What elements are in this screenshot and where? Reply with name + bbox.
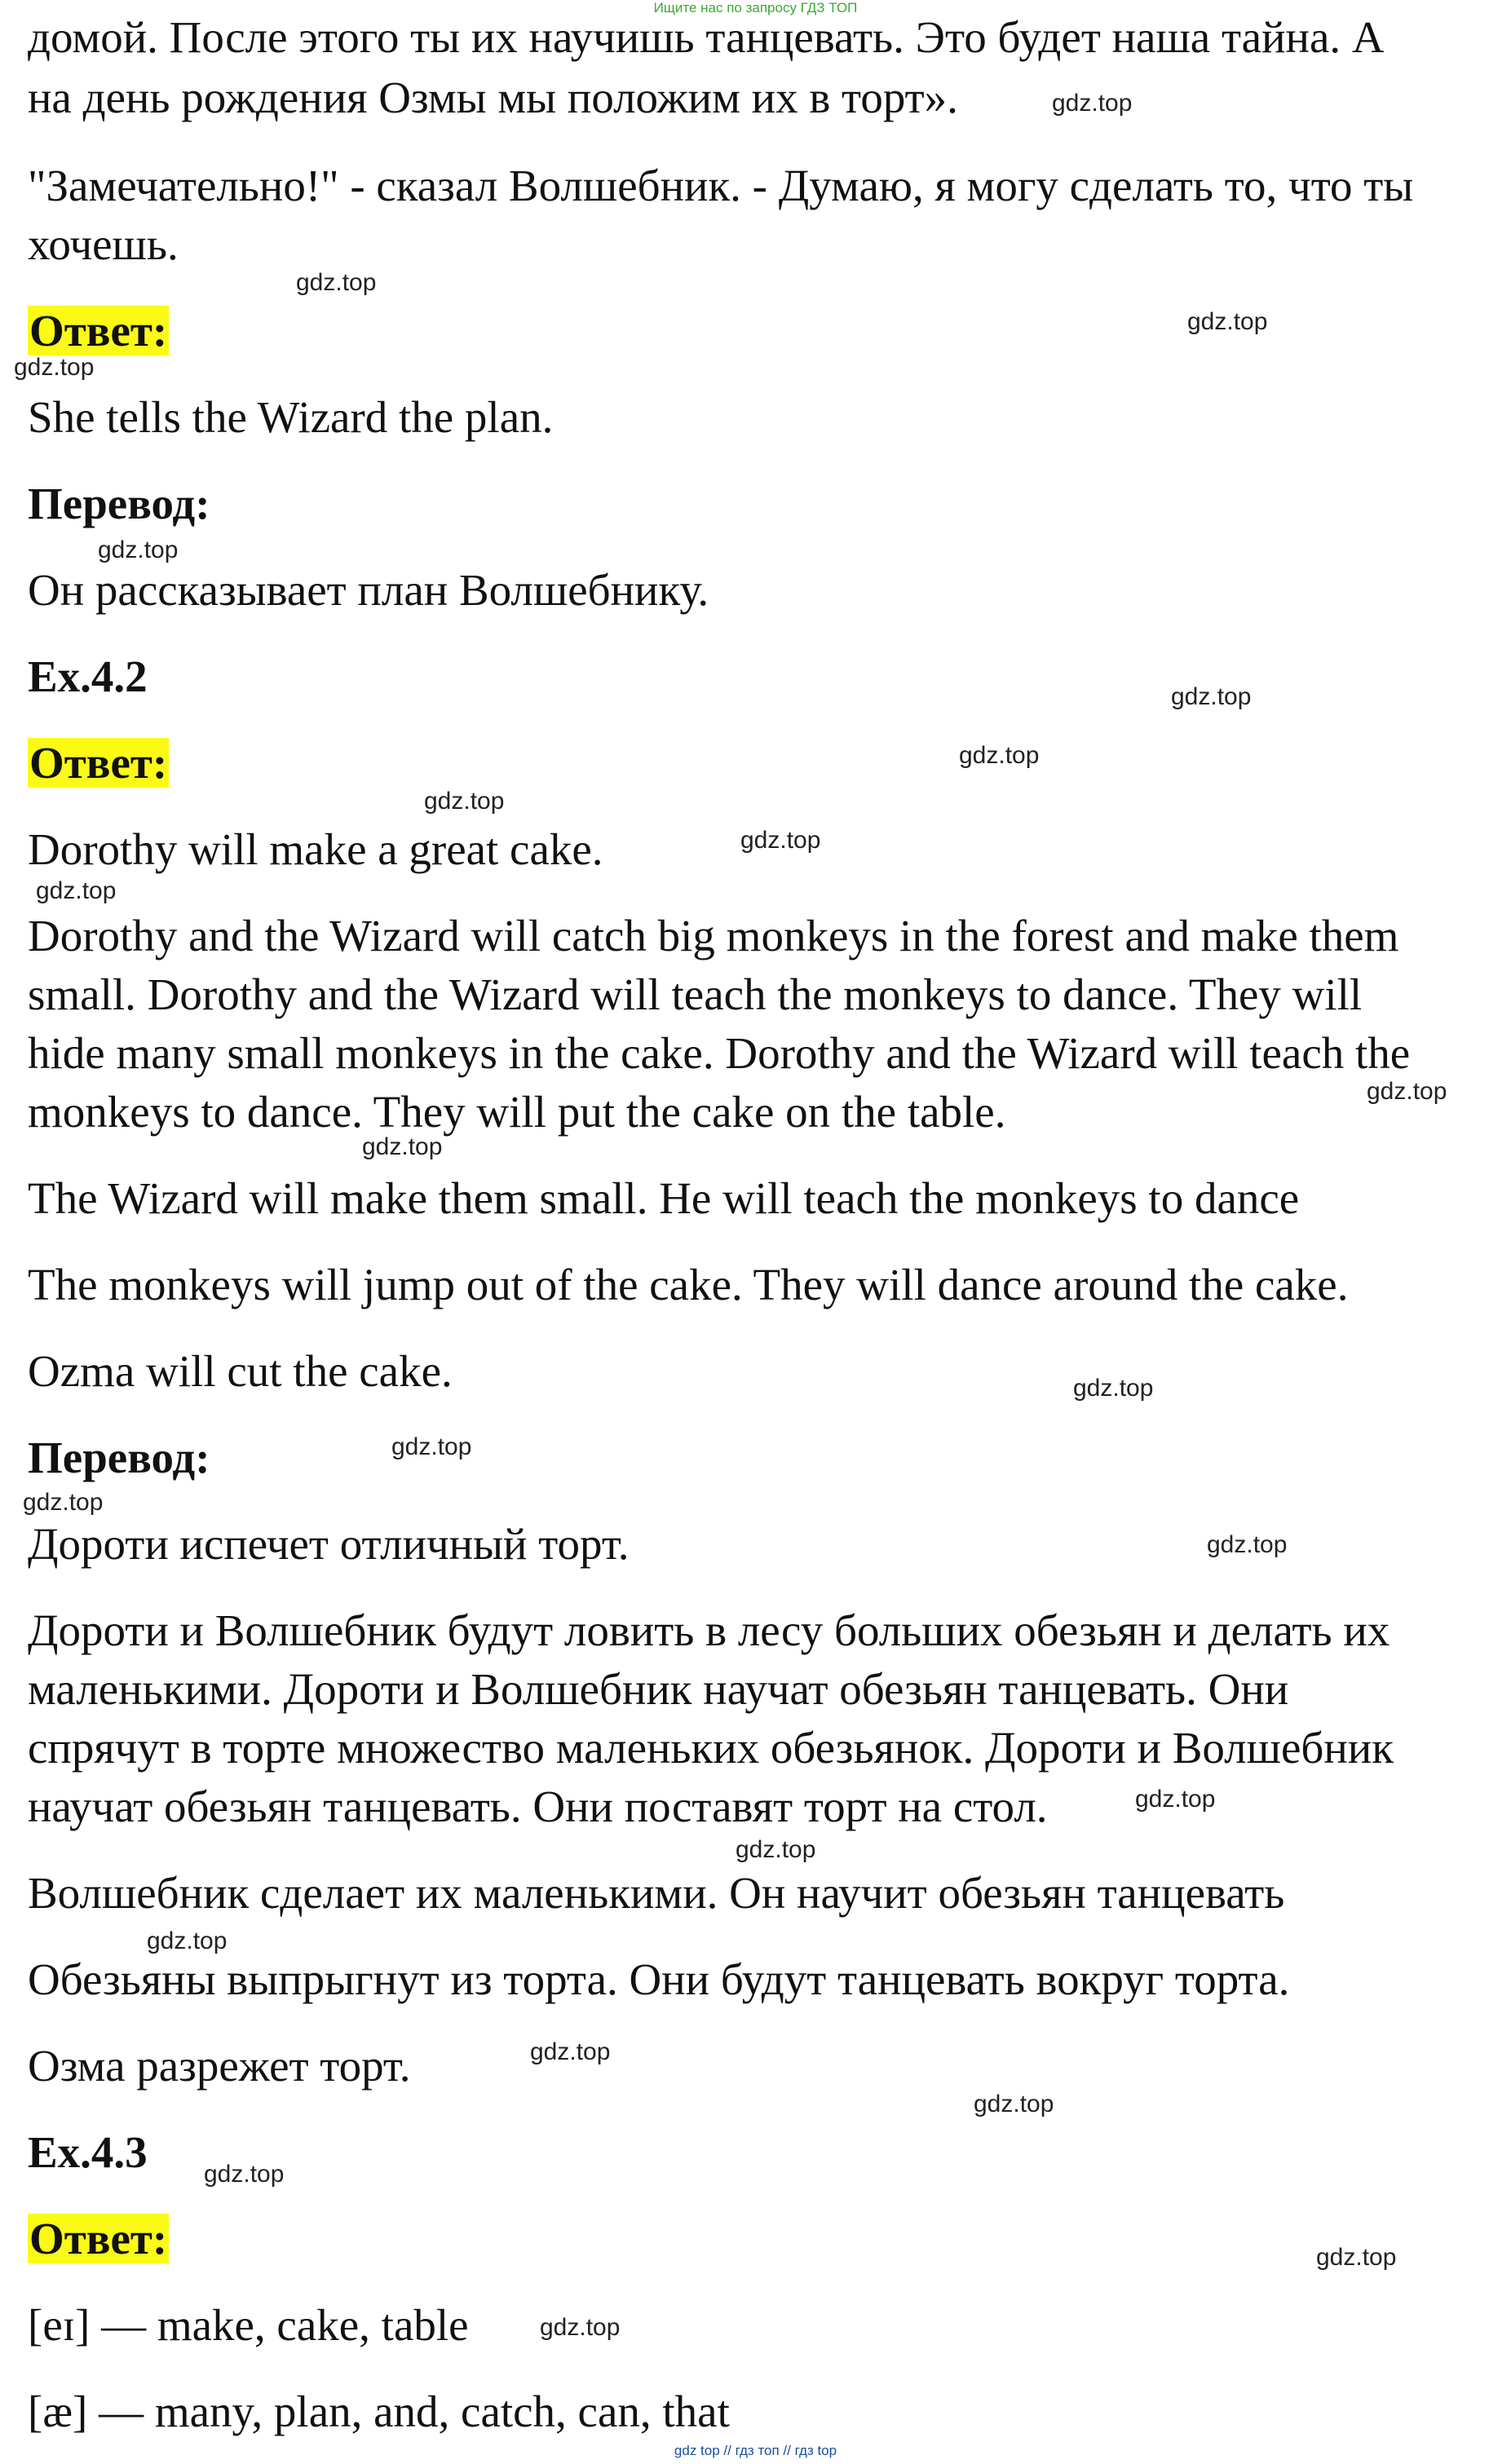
watermark: gdz.top: [296, 269, 377, 296]
answer-heading: [28, 734, 169, 793]
exercise-heading: Ex.4.3: [28, 2127, 148, 2177]
text-line: домой. После этого ты их научишь танцевать. Это будет наша тайна. А: [28, 12, 1385, 62]
text-line: хочешь.: [28, 219, 179, 269]
watermark: gdz.top: [1316, 2244, 1397, 2271]
watermark: gdz.top: [974, 2091, 1054, 2117]
answer-label: Ответ:: [29, 2214, 168, 2263]
text-line: The Wizard will make them small. He will teach the monkeys to dance: [28, 1173, 1300, 1223]
answer-heading: [28, 302, 169, 360]
text-line: Dorothy and the Wizard will catch big monkeys in the forest and make them: [28, 911, 1399, 960]
watermark: gdz.top: [1171, 683, 1252, 710]
text-line: Озма разрежет торт.: [28, 2041, 411, 2091]
watermark: gdz.top: [36, 877, 117, 904]
text-line: The monkeys will jump out of the cake. They will dance around the cake.: [28, 1260, 1349, 1309]
text-line: Обезьяны выпрыгнут из торта. Они будут танцевать вокруг торта.: [28, 1954, 1290, 2004]
exercise-heading: Ex.4.2: [28, 651, 148, 701]
text-line: маленькими. Дороти и Волшебник научат обезьян танцевать. Они: [28, 1664, 1289, 1714]
watermark: gdz.top: [736, 1836, 816, 1863]
text-line: monkeys to dance. They will put the cake on the table.: [28, 1087, 1006, 1137]
watermark: gdz.top: [1187, 308, 1268, 335]
watermark: gdz.top: [1135, 1786, 1216, 1813]
answer-label: Ответ:: [29, 306, 168, 355]
watermark: gdz.top: [1207, 1531, 1288, 1558]
watermark: gdz.top: [1052, 90, 1133, 117]
translation-heading: Перевод:: [28, 479, 210, 528]
text-line: научат обезьян танцевать. Они поставят торт на стол.: [28, 1782, 1048, 1831]
watermark: gdz.top: [98, 537, 179, 563]
watermark: gdz.top: [1073, 1375, 1154, 1402]
watermark: gdz.top: [740, 827, 821, 854]
text-line: Дороти испечет отличный торт.: [28, 1519, 630, 1569]
watermark: gdz.top: [147, 1927, 228, 1954]
watermark: gdz.top: [540, 2314, 621, 2341]
answer-heading: [28, 2210, 169, 2268]
text-line: hide many small monkeys in the cake. Dorothy and the Wizard will teach the: [28, 1028, 1411, 1078]
watermark: gdz.top: [959, 742, 1040, 769]
watermark: gdz.top: [424, 788, 505, 815]
text-line: small. Dorothy and the Wizard will teach the monkeys to dance. They will: [28, 969, 1363, 1019]
text-line: [eɪ] — make, cake, table: [28, 2300, 469, 2350]
top-banner: Ищите нас по запросу ГДЗ ТОП: [653, 0, 858, 15]
text-line: Он рассказывает план Волшебнику.: [28, 565, 709, 615]
watermark: gdz.top: [23, 1489, 104, 1516]
watermark: gdz.top: [1367, 1078, 1447, 1105]
watermark: gdz.top: [530, 2038, 611, 2065]
text-line: Дороти и Волшебник будут ловить в лесу больших обезьян и делать их: [28, 1605, 1390, 1655]
watermark: gdz.top: [391, 1433, 472, 1460]
text-line: Dorothy will make a great cake.: [28, 824, 603, 874]
text-line: Ozma will cut the cake.: [28, 1346, 453, 1396]
text-line: [æ] — many, plan, and, catch, can, that: [28, 2387, 730, 2436]
text-line: на день рождения Озмы мы положим их в торт».: [28, 73, 958, 122]
text-line: "Замечательно!" - сказал Волшебник. - Думаю, я могу сделать то, что ты: [28, 161, 1414, 210]
watermark: gdz.top: [204, 2161, 285, 2188]
text-line: Волшебник сделает их маленькими. Он научит обезьян танцевать: [28, 1868, 1285, 1918]
text-line: спрячут в торте множество маленьких обезьянок. Дороти и Волшебник: [28, 1723, 1394, 1773]
watermark: gdz.top: [14, 354, 95, 381]
watermark: gdz.top: [362, 1133, 443, 1160]
bottom-banner: gdz top // гдз топ // гдз top: [674, 2443, 837, 2458]
text-line: She tells the Wizard the plan.: [28, 392, 554, 442]
translation-heading: Перевод:: [28, 1433, 210, 1482]
answer-label: Ответ:: [29, 738, 168, 788]
